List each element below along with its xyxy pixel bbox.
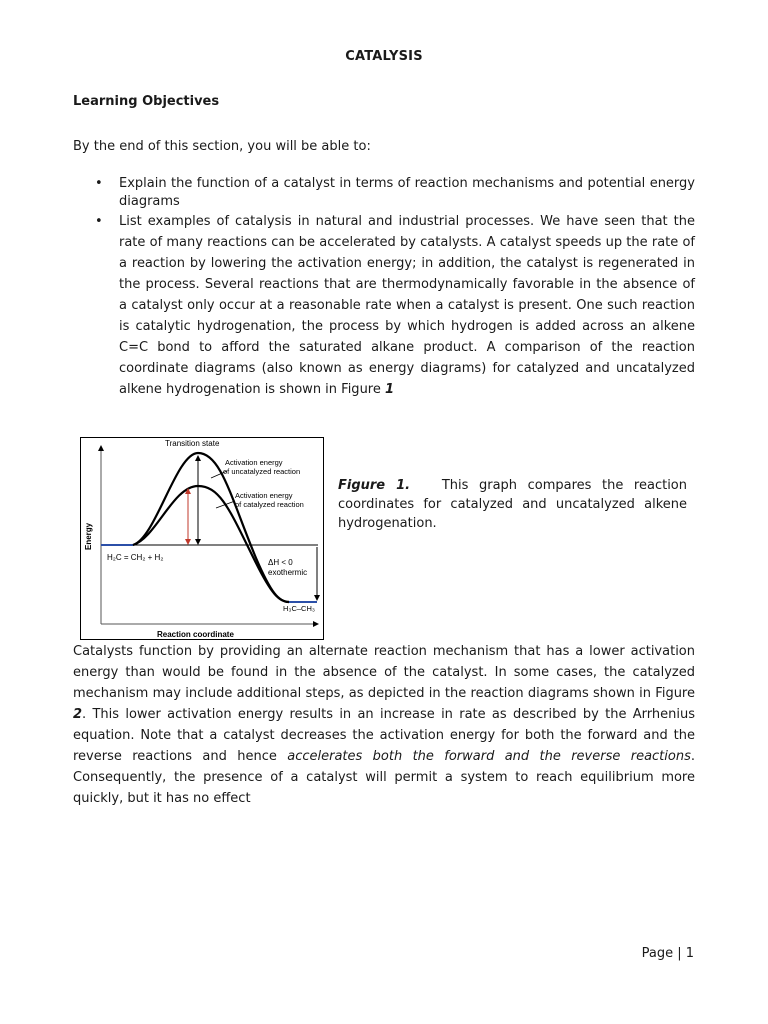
bullet-text: Explain the function of a catalyst in terms of reaction mechanisms and potential energy diagrams <box>119 176 695 209</box>
list-item <box>73 175 695 211</box>
intro-text: By the end of this section, you will be able to: <box>73 139 371 154</box>
reactant-label: H₂C = CH₂ + H₂ <box>107 553 164 562</box>
body-text-part2: . This lower activation energy results in an increase in rate as described by the Arrhenius equation. Note that a catalyst decreases the activation energy for both the forward and the reverse reactions and hence <box>73 707 695 764</box>
page-number: Page | 1 <box>641 946 694 961</box>
uncatalyzed-label-line2: of uncatalyzed reaction <box>223 467 301 476</box>
y-axis-label: Energy <box>84 522 93 550</box>
delta-h-label: ΔH < 0 <box>268 558 293 567</box>
body-text-part3: . Consequently, the presence of a catalyst will permit a system to reach equilibrium more quickly, but it has no effect <box>73 749 695 806</box>
energy-diagram-svg <box>81 438 323 639</box>
bullet-dot: • <box>95 214 103 229</box>
figure-caption-label: Figure 1. <box>338 478 411 493</box>
learning-objectives-heading: Learning Objectives <box>73 94 220 109</box>
x-axis-label: Reaction coordinate <box>157 630 234 639</box>
uncatalyzed-label-line1: Activation energy <box>225 458 283 467</box>
body-text-part1: Catalysts function by providing an alternate reaction mechanism that has a lower activation energy than would be found in the absence of the catalyst. In some cases, the catalyzed mechanism may include additional steps, as depicted in the reaction diagrams shown in Figure <box>73 644 695 701</box>
figure-reference: 1 <box>385 382 395 397</box>
transition-state-label: Transition state <box>165 439 220 448</box>
figure-2-reference: 2 <box>73 707 83 722</box>
body-paragraph <box>73 641 695 809</box>
catalyzed-leader-line <box>216 501 235 508</box>
objectives-list <box>73 175 695 400</box>
catalyzed-label-line1: Activation energy <box>235 491 293 500</box>
figure-caption <box>338 476 687 533</box>
product-label: H₃C–CH₃ <box>283 604 315 613</box>
bullet-text: List examples of catalysis in natural and industrial processes. We have seen that the rate of many reactions can be accelerated by catalysts. A catalyst speeds up the rate of a reaction by lowering the activation energy; in addition, the catalyst is regenerated in the process. Several reactions that are thermodynamically favorable in the absence of a catalyst only occur at a reasonable rate when a catalyst is present. One such reaction is catalytic hydrogenation, the process by which hydrogen is added across an alkene C=C bond to afford the saturated alkane product. A comparison of the reaction coordinate diagrams (also known as energy diagrams) for catalyzed and uncatalyzed alkene hydrogenation is shown in Figure <box>119 214 695 397</box>
catalyzed-label-line2: of catalyzed reaction <box>235 500 304 509</box>
body-text-italic: accelerates both the forward and the reverse reactions <box>287 749 691 764</box>
bullet-dot: • <box>95 176 103 191</box>
energy-diagram-figure <box>80 437 324 640</box>
page-title: CATALYSIS <box>345 49 423 64</box>
exothermic-label: exothermic <box>268 568 308 577</box>
list-item <box>73 211 695 400</box>
figure-caption-text: This graph compares the reaction coordinates for catalyzed and uncatalyzed alkene hydrogenation. <box>338 478 688 531</box>
